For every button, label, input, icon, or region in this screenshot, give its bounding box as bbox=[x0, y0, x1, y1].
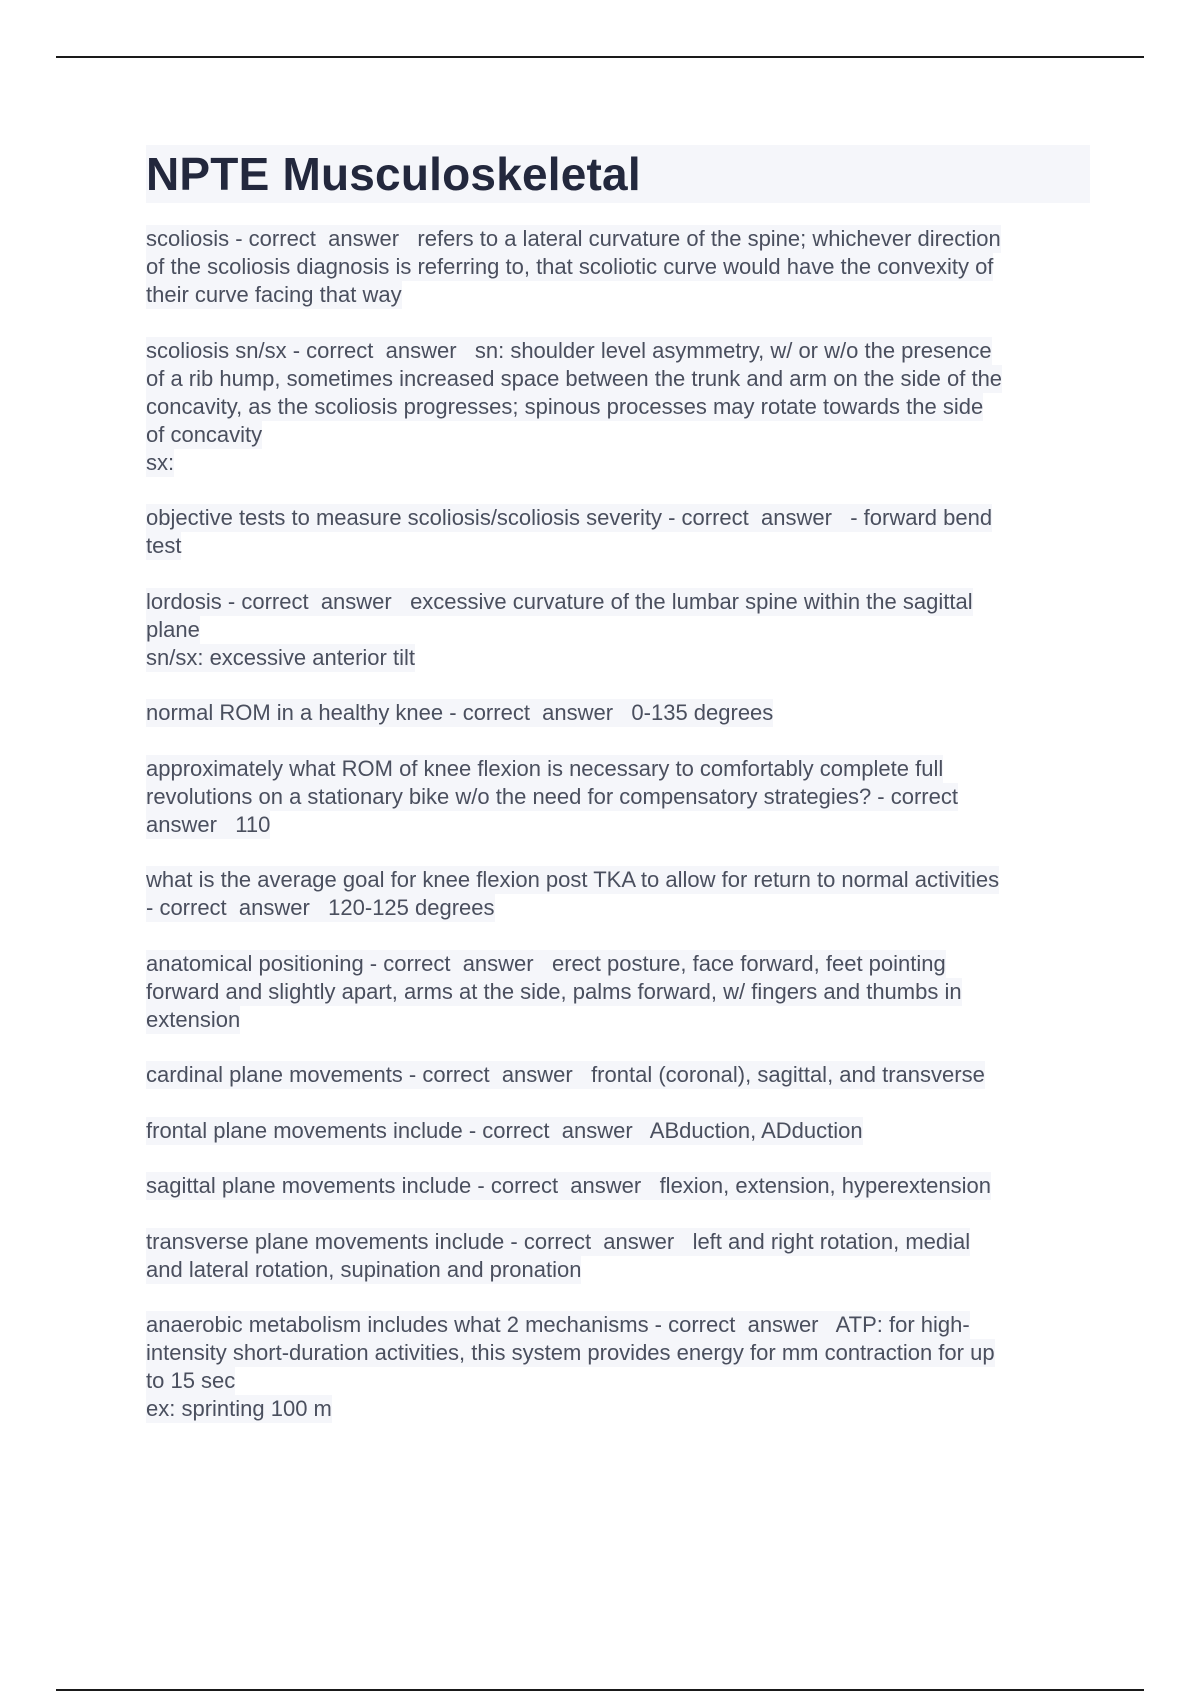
entry-line: plane bbox=[146, 616, 200, 642]
entry-line: their curve facing that way bbox=[146, 282, 402, 307]
flashcard-entry bbox=[146, 755, 1090, 839]
flashcard-entry bbox=[146, 866, 1090, 922]
entry-line: of the scoliosis diagnosis is referring to, that scoliotic curve would have the convexity of bbox=[146, 254, 994, 279]
entry-line: sx: bbox=[146, 449, 175, 475]
document-content bbox=[146, 145, 1090, 1451]
entry-line: concavity, as the scoliosis progresses; spinous processes may rotate towards the side bbox=[146, 393, 984, 419]
entry-line: and lateral rotation, supination and pronation bbox=[146, 1256, 582, 1282]
entry-line: normal ROM in a healthy knee - correct answer 0-135 degrees bbox=[146, 700, 774, 725]
flashcard-list bbox=[146, 225, 1090, 1451]
flashcard-entry bbox=[146, 1061, 1090, 1089]
title-bar bbox=[146, 145, 1090, 203]
entry-line: lordosis - correct answer excessive curvature of the lumbar spine within the sagittal bbox=[146, 588, 973, 614]
bottom-rule bbox=[56, 1689, 1144, 1691]
entry-line: transverse plane movements include - correct answer left and right rotation, medial bbox=[146, 1228, 971, 1254]
flashcard-entry bbox=[146, 1172, 1090, 1200]
entry-line: of concavity bbox=[146, 421, 263, 447]
entry-line: of a rib hump, sometimes increased space between the trunk and arm on the side of the bbox=[146, 365, 1003, 391]
entry-line: extension bbox=[146, 1006, 241, 1032]
entry-line: scoliosis sn/sx - correct answer sn: shoulder level asymmetry, w/ or w/o the presence bbox=[146, 337, 992, 363]
flashcard-entry bbox=[146, 337, 1090, 477]
flashcard-entry bbox=[146, 225, 1090, 309]
entry-line: intensity short-duration activities, this system provides energy for mm contraction for up bbox=[146, 1340, 995, 1365]
entry-line: approximately what ROM of knee flexion is necessary to comfortably complete full bbox=[146, 755, 944, 781]
entry-line: ex: sprinting 100 m bbox=[146, 1396, 332, 1421]
flashcard-entry bbox=[146, 950, 1090, 1034]
flashcard-entry bbox=[146, 504, 1090, 560]
entry-line: sn/sx: excessive anterior tilt bbox=[146, 644, 415, 670]
flashcard-entry bbox=[146, 1228, 1090, 1284]
entry-line: what is the average goal for knee flexion post TKA to allow for return to normal activities bbox=[146, 867, 1000, 892]
flashcard-entry bbox=[146, 1117, 1090, 1145]
entry-line: answer 110 bbox=[146, 811, 271, 837]
flashcard-entry bbox=[146, 699, 1090, 727]
flashcard-entry bbox=[146, 1311, 1090, 1423]
entry-line: objective tests to measure scoliosis/scoliosis severity - correct answer - forward bend bbox=[146, 505, 993, 530]
entry-line: anatomical positioning - correct answer erect posture, face forward, feet pointing bbox=[146, 950, 946, 976]
entry-line: anaerobic metabolism includes what 2 mechanisms - correct answer ATP: for high- bbox=[146, 1312, 970, 1337]
entry-line: test bbox=[146, 533, 182, 558]
flashcard-entry bbox=[146, 588, 1090, 672]
entry-line: frontal plane movements include - correct answer ABduction, ADduction bbox=[146, 1117, 863, 1143]
document-title: NPTE Musculoskeletal bbox=[146, 148, 641, 200]
entry-line: sagittal plane movements include - correct answer flexion, extension, hyperextension bbox=[146, 1173, 991, 1198]
top-rule bbox=[56, 56, 1144, 58]
entry-line: cardinal plane movements - correct answer frontal (coronal), sagittal, and transverse bbox=[146, 1062, 985, 1087]
entry-line: - correct answer 120-125 degrees bbox=[146, 895, 495, 920]
entry-line: revolutions on a stationary bike w/o the need for compensatory strategies? - correct bbox=[146, 783, 958, 809]
entry-line: forward and slightly apart, arms at the side, palms forward, w/ fingers and thumbs in bbox=[146, 978, 962, 1004]
entry-line: scoliosis - correct answer refers to a lateral curvature of the spine; whichever direction bbox=[146, 226, 1001, 251]
entry-line: to 15 sec bbox=[146, 1368, 236, 1393]
